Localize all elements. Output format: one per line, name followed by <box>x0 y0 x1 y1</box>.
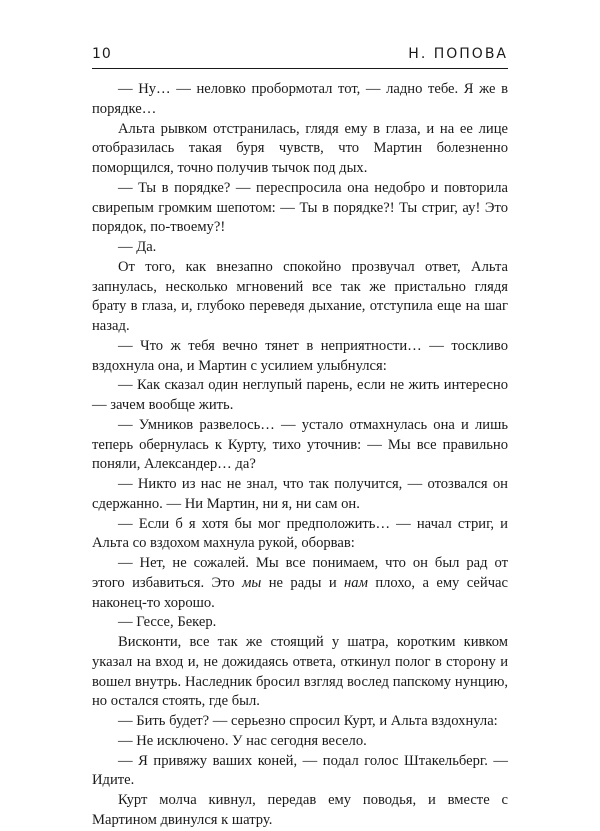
paragraph-14: — Бить будет? — серьезно спросил Курт, и Альта вздохнула: <box>118 713 498 729</box>
paragraph-7: — Как сказал один неглупый парень, если не жить интересно — зачем вообще жить. <box>92 377 508 413</box>
running-header <box>92 44 508 69</box>
paragraph-10: — Если б я хотя бы мог предположить… — начал стриг, и Альта со вздохом махнула рукой, оборвав: <box>92 515 508 552</box>
page-number: 10 <box>92 46 112 62</box>
paragraph-13: Висконти, все так же стоящий у шатра, коротким кивком указал на вход и, не дожидаясь ответа, откинул полог в сторону и вошел внутрь. Наследник бросил взгляд вослед папскому нунцию, но остался стоять, где был. <box>92 634 508 710</box>
paragraph-17: Курт молча кивнул, передав ему поводья, и вместе с Мартином двинулся к шатру. <box>92 792 508 828</box>
paragraph-9: — Никто из нас не знал, что так получится, — отозвался он сдержанно. — Ни Мартин, ни я, ни сам он. <box>92 476 508 512</box>
paragraph-4: — Да. <box>118 239 157 255</box>
author-name: Н. ПОПОВА <box>408 46 508 62</box>
paragraph-15: — Не исключено. У нас сегодня весело. <box>118 732 367 749</box>
paragraph-11 <box>92 554 508 613</box>
paragraph-12: — Гессе, Бекер. <box>118 614 217 631</box>
paragraph-2: Альта рывком отстранилась, глядя ему в глаза, и на ее лице отобразилась такая буря чувств, что Мартин болезненно поморщился, точно получив тычок под дых. <box>92 120 508 176</box>
paragraph-8: — Умников развелось… — устало отмахнулась она и лишь теперь обернулась к Курту, тихо уточнив: — Мы все правильно поняли, Александер… да? <box>92 416 508 473</box>
paragraph-6: — Что ж тебя вечно тянет в неприятности… — тоскливо вздохнула она, и Мартин с усилием улыбнулся: <box>92 337 508 374</box>
paragraph-16: — Я привяжу ваших коней, — подал голос Штакельберг. — Идите. <box>92 752 508 789</box>
paragraph-1: — Ну… — неловко пробормотал тот, — ладно тебе. Я же в порядке… <box>92 81 508 117</box>
paragraph-11-after: плохо, а ему сейчас наконец-то хорошо. <box>92 574 508 611</box>
paragraph-11-before: — Нет, не сожалей. Мы все понимаем, что он был рад от этого избавиться. Это <box>92 555 508 591</box>
paragraph-3: — Ты в порядке? — переспросила она недобро и повторила свирепым громким шепотом: — Ты в порядке?! Ты стриг, ау! Это порядок, по-твоему?! <box>92 179 508 236</box>
paragraph-5: От того, как внезапно спокойно прозвучал ответ, Альта запнулась, несколько мгновений все так же пристально глядя брату в глаза, и, глубоко переведя дыхание, отступила еще на шаг назад. <box>92 258 508 334</box>
paragraph-11-middle: не рады и <box>261 574 345 591</box>
emphasis-us: нам <box>344 574 368 591</box>
body-text <box>92 80 508 831</box>
emphasis-we: мы <box>242 574 262 591</box>
